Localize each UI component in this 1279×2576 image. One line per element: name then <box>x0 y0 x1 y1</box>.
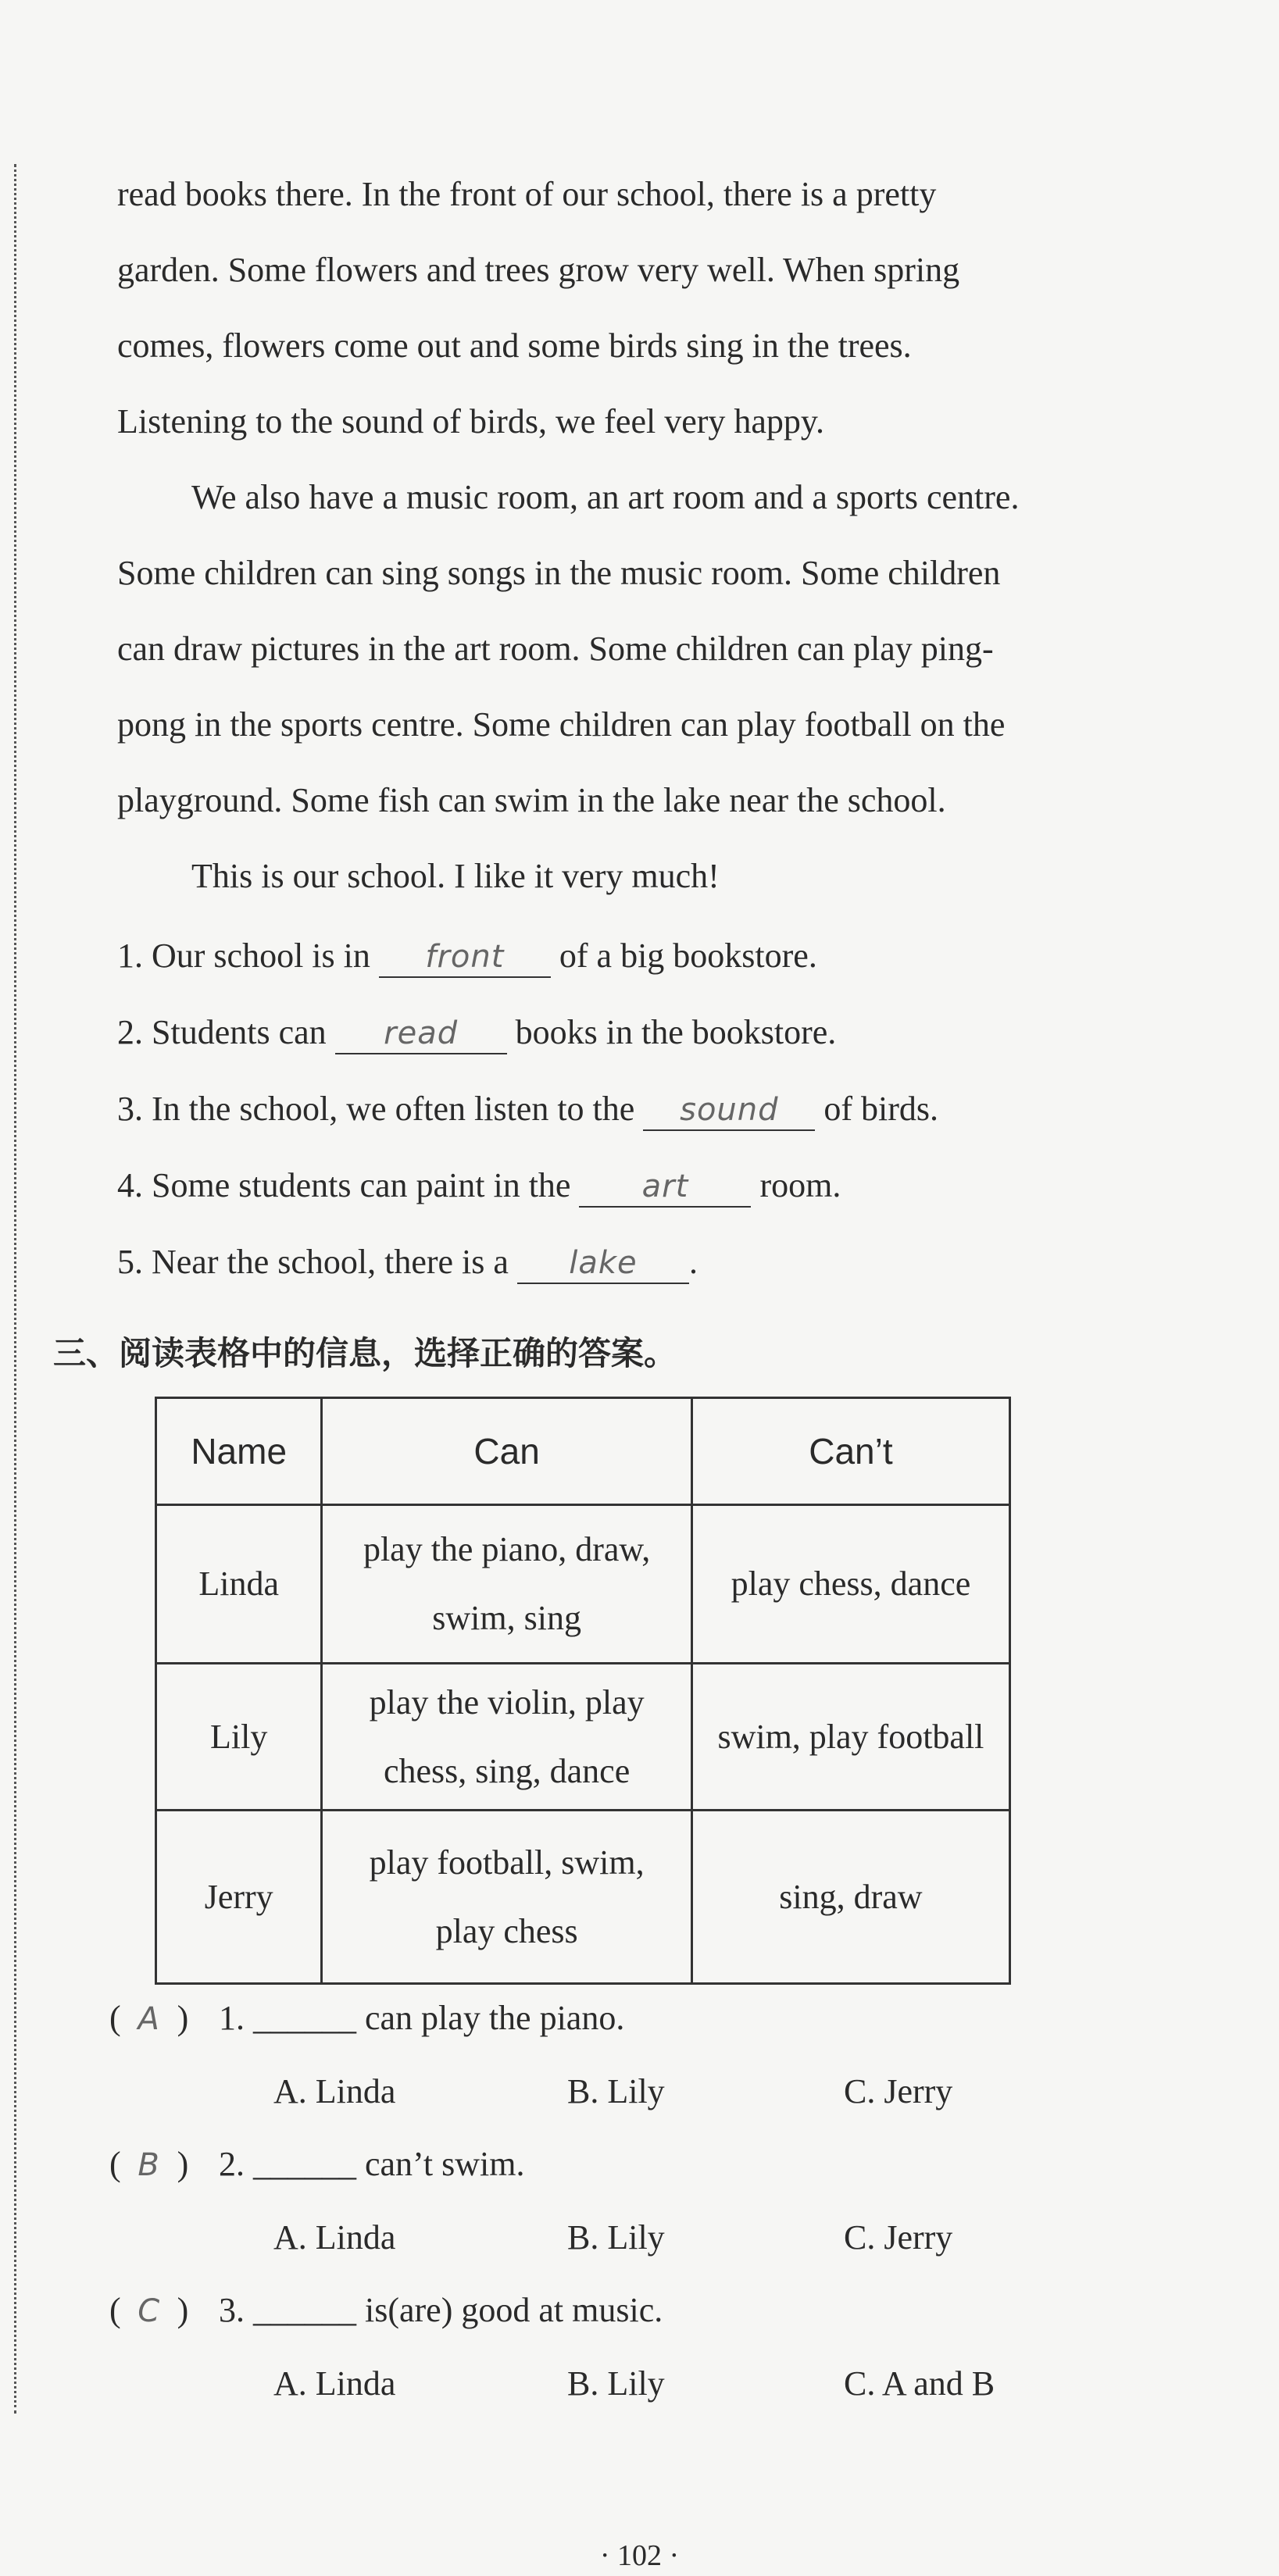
option-c[interactable]: C. Jerry <box>844 2072 953 2110</box>
cell-name: Linda <box>156 1505 322 1664</box>
choice-question-1 <box>109 1998 624 2038</box>
fill-question-4 <box>117 1165 841 1208</box>
cell-cant: sing, draw <box>691 1811 1009 1984</box>
header-cant: Can’t <box>691 1398 1009 1505</box>
option-a[interactable]: A. Linda <box>273 2364 396 2403</box>
passage-line: comes, flowers come out and some birds sing in the trees. <box>117 326 912 365</box>
cell-name: Jerry <box>156 1811 322 1984</box>
fill-question-5 <box>117 1242 698 1284</box>
question-text: of birds. <box>823 1090 938 1128</box>
option-b[interactable]: B. Lily <box>567 2218 665 2257</box>
question-text: of a big bookstore. <box>559 937 817 975</box>
answer-blank[interactable] <box>335 1012 507 1054</box>
question-text: 1. Our school is in <box>117 937 370 975</box>
passage-line: playground. Some fish can swim in the lake near the school. <box>117 781 946 819</box>
option-b[interactable]: B. Lily <box>567 2072 665 2110</box>
section-title: 三、阅读表格中的信息，选择正确的答案。 <box>53 1334 677 1372</box>
option-c[interactable]: C. A and B <box>844 2364 995 2403</box>
handwritten-answer: art <box>641 1168 689 1204</box>
handwritten-answer: B <box>138 2147 160 2183</box>
cell-name: Lily <box>156 1664 322 1811</box>
table-row <box>156 1664 1010 1811</box>
cell-can: play the violin, play chess, sing, dance <box>322 1664 692 1811</box>
passage-line: can draw pictures in the art room. Some children can play ping- <box>117 630 994 668</box>
answer-blank[interactable] <box>379 936 551 978</box>
cell-can: play the piano, draw, swim, sing <box>322 1505 692 1664</box>
question-text: 4. Some students can paint in the <box>117 1166 571 1204</box>
table-row <box>156 1811 1010 1984</box>
cell-cant: play chess, dance <box>691 1505 1009 1664</box>
table-header-row <box>156 1398 1010 1505</box>
cell-can: play football, swim, play chess <box>322 1811 692 1984</box>
handwritten-answer: A <box>138 2001 160 2037</box>
question-text: 3. In the school, we often listen to the <box>117 1090 635 1128</box>
fill-question-1 <box>117 936 817 978</box>
table-row <box>156 1505 1010 1664</box>
info-table <box>155 1397 1011 1985</box>
handwritten-answer: C <box>138 2293 161 2329</box>
passage-line: Some children can sing songs in the music room. Some children <box>117 554 1001 592</box>
handwritten-answer: lake <box>569 1245 638 1281</box>
option-a[interactable]: A. Linda <box>273 2072 396 2110</box>
answer-parentheses[interactable]: ( A ) <box>109 1999 189 2037</box>
question-text: books in the bookstore. <box>515 1013 837 1051</box>
passage-line: We also have a music room, an art room and a sports centre. <box>191 478 1020 516</box>
passage-line: garden. Some flowers and trees grow very well. When spring <box>117 251 960 289</box>
question-text: . <box>688 1243 698 1281</box>
passage-line: Listening to the sound of birds, we feel very happy. <box>117 402 825 441</box>
passage-line: pong in the sports centre. Some children can play football on the <box>117 705 1006 744</box>
page-number: · 102 · <box>599 2539 680 2572</box>
question-text: 5. Near the school, there is a <box>117 1243 509 1281</box>
answer-blank[interactable] <box>643 1089 815 1131</box>
passage-paragraph-1 <box>117 156 1133 459</box>
cell-cant: swim, play football <box>691 1664 1009 1811</box>
answer-blank[interactable] <box>517 1242 689 1284</box>
passage-paragraph-2 <box>117 459 1133 838</box>
question-stem: 3. ______ is(are) good at music. <box>219 2291 663 2329</box>
passage-paragraph-3 <box>117 838 1133 914</box>
handwritten-answer: sound <box>680 1092 779 1128</box>
fill-question-2 <box>117 1012 836 1054</box>
question-text: 2. Students can <box>117 1013 327 1051</box>
fill-question-3 <box>117 1089 938 1131</box>
handwritten-answer: read <box>384 1015 459 1051</box>
answer-parentheses[interactable]: ( C ) <box>109 2291 189 2329</box>
header-name: Name <box>156 1398 322 1505</box>
question-stem: 2. ______ can’t swim. <box>219 2145 525 2183</box>
binding-fold-line <box>14 164 16 2414</box>
header-can: Can <box>322 1398 692 1505</box>
answer-parentheses[interactable]: ( B ) <box>109 2145 189 2183</box>
passage-line: This is our school. I like it very much! <box>191 857 720 895</box>
question-stem: 1. ______ can play the piano. <box>219 1999 625 2037</box>
choice-question-2 <box>109 2144 525 2184</box>
option-a[interactable]: A. Linda <box>273 2218 396 2257</box>
option-c[interactable]: C. Jerry <box>844 2218 953 2257</box>
option-b[interactable]: B. Lily <box>567 2364 665 2403</box>
passage-line: read books there. In the front of our school, there is a pretty <box>117 175 937 213</box>
choice-question-3 <box>109 2290 663 2330</box>
answer-blank[interactable] <box>579 1165 751 1208</box>
question-text: room. <box>759 1166 841 1204</box>
handwritten-answer: front <box>425 939 505 975</box>
